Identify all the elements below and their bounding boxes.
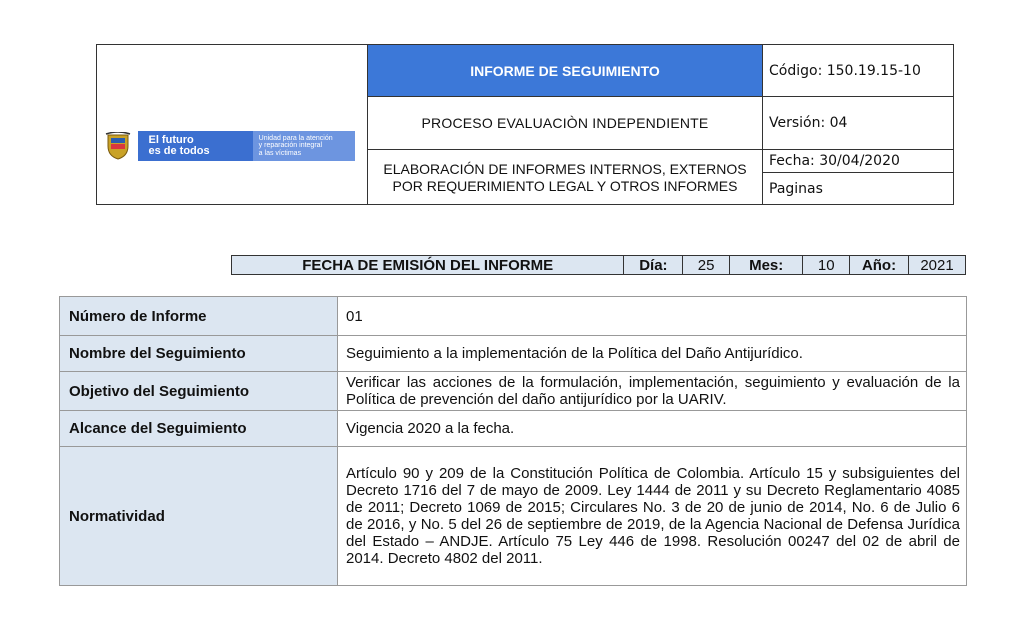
document-version: Versión: 04 [763, 97, 954, 150]
logo-text-line: Unidad para la atención [258, 134, 333, 142]
report-title: INFORME DE SEGUIMIENTO [368, 45, 763, 97]
row-value: Vigencia 2020 a la fecha. [338, 411, 967, 447]
document-pages: Paginas [763, 173, 954, 205]
row-value: Artículo 90 y 209 de la Constitución Política de Colombia. Artículo 15 y subsiguientes del Decreto 1716 del 7 de mayo de 2009. Ley 1444 de 2011 y su Decreto Reglamentario 4085 de 2011; Decreto 1069 de 2015; Circulares No. 3 de 20 de junio de 2014, No. 6 de Julio 6 de 2016, y No. 5 del 26 de septiembre de 2019, de la Agencia Nacional de Defensa Jurídica del Estado – ANDJE. Artículo 75 Ley 446 de 1998. Resolución 00247 del 02 de abril de 2014. Decreto 4802 del 2011. [338, 447, 967, 586]
table-row [60, 336, 967, 372]
document-header [96, 44, 954, 205]
table-row [60, 297, 967, 336]
row-label: Normatividad [60, 447, 338, 586]
institution-logo [103, 131, 355, 161]
report-info-table [59, 296, 967, 586]
process-name: PROCESO EVALUACIÒN INDEPENDIENTE [368, 97, 763, 150]
month-label: Mes: [729, 256, 803, 275]
logo-text-line: a las víctimas [258, 149, 302, 157]
document-date: Fecha: 30/04/2020 [763, 150, 954, 173]
month-value: 10 [803, 256, 850, 275]
row-label: Nombre del Seguimiento [60, 336, 338, 372]
emission-date-label: FECHA DE EMISIÓN DEL INFORME [232, 256, 624, 275]
day-value: 25 [683, 256, 730, 275]
row-value: Seguimiento a la implementación de la Política del Daño Antijurídico. [338, 336, 967, 372]
table-row [60, 447, 967, 586]
table-row [60, 372, 967, 411]
year-value: 2021 [909, 256, 966, 275]
coat-of-arms-icon [103, 131, 132, 161]
procedure-name: ELABORACIÓN DE INFORMES INTERNOS, EXTERNOS POR REQUERIMIENTO LEGAL Y OTROS INFORMES [368, 150, 763, 205]
emission-date-row [231, 255, 966, 275]
row-value: Verificar las acciones de la formulación, implementación, seguimiento y evaluación de la Política de prevención del daño antijurídico por la UARIV. [338, 372, 967, 411]
row-value: 01 [338, 297, 967, 336]
logo-text-line: El futuro [148, 134, 194, 146]
day-label: Día: [624, 256, 683, 275]
logo-text-line: y reparación integral [258, 142, 323, 150]
year-label: Año: [850, 256, 909, 275]
table-row [60, 411, 967, 447]
logo-left-block [138, 131, 252, 161]
row-label: Alcance del Seguimiento [60, 411, 338, 447]
logo-cell [97, 45, 368, 205]
logo-right-block [253, 131, 355, 161]
row-label: Objetivo del Seguimiento [60, 372, 338, 411]
document-code: Código: 150.19.15-10 [763, 45, 954, 97]
row-label: Número de Informe [60, 297, 338, 336]
logo-text-line: es de todos [148, 145, 210, 157]
